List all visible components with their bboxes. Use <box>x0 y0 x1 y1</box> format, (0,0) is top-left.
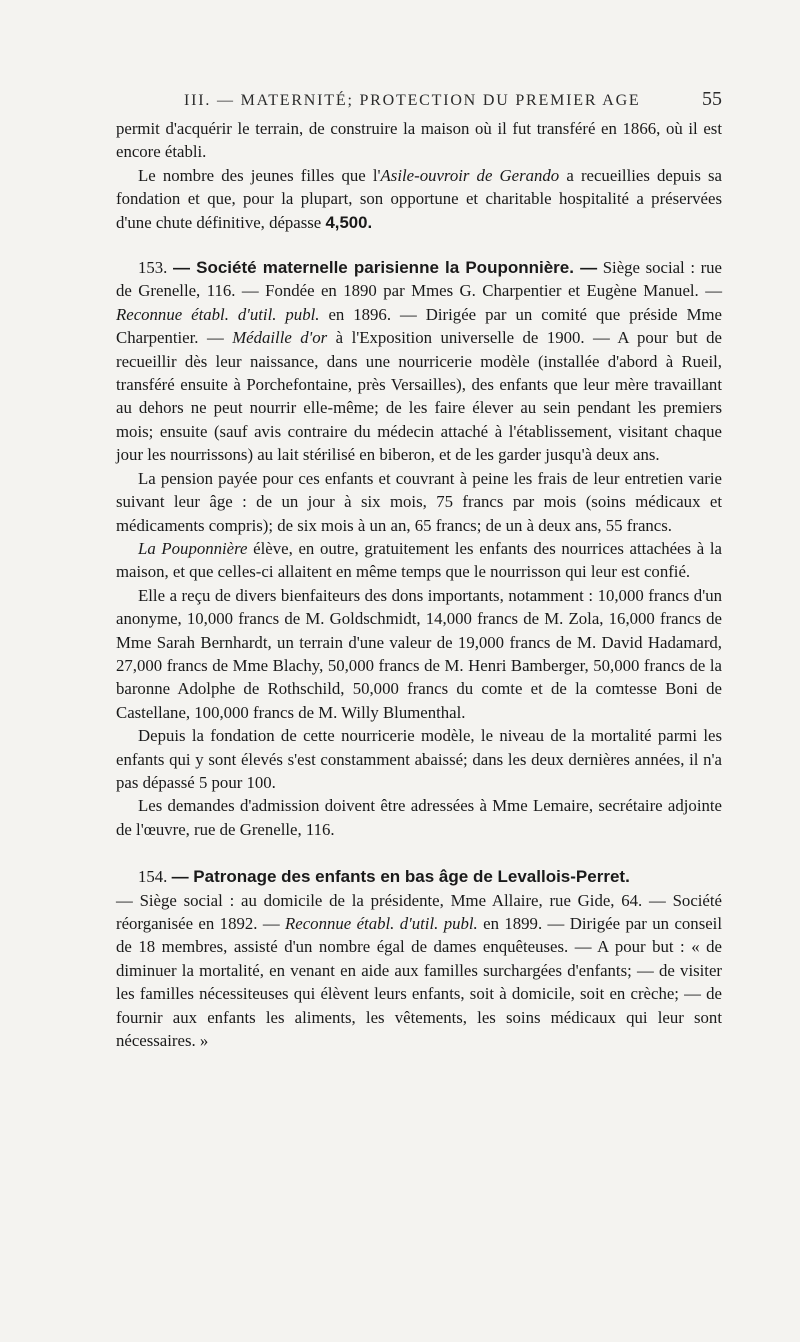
section-153-title: — Société maternelle parisienne la Pouponnière. — <box>172 258 598 278</box>
section-153-paragraph-6: Les demandes d'admission doivent être adressées à Mme Lemaire, secrétaire adjointe de l'œuvre, rue de Grenelle, 116. <box>116 796 722 839</box>
section-154-heading-paragraph <box>116 865 722 888</box>
section-154-paragraph-1: — Siège social : au domicile de la présidente, Mme Allaire, rue Gide, 64. — Société réorganisée en 1892. — Reconnue établ. d'util. publ. en 1899. — Dirigée par un conseil de 18 membres, assisté d'un nombre égal de dames enquêteuses. — A pour but : « de diminuer la mortalité, en venant en aide aux familles surchargées d'enfants; — de visiter les familles nécessiteuses qui élèvent leurs enfants, soit à domicile, soit en crèche; — de fournir aux enfants les aliments, les vêtements, les soins médicaux qui leur sont nécessaires. » <box>116 890 722 1051</box>
section-153-paragraph-2: La pension payée pour ces enfants et couvrant à peine les frais de leur entretien varie suivant leur âge : de un jour à six mois, 75 francs par mois (soins médicaux et médicaments compris); de six mois à un an, 65 francs; de un à deux ans, 55 francs. <box>116 468 722 535</box>
running-head <box>116 88 722 111</box>
section-153-heading-paragraph: 153. — Société maternelle parisienne la Pouponnière. — Siège social : rue de Grenelle, 116. — Fondée en 1890 par Mmes G. Charpentier et Eugène Manuel. — Reconnue établ. d'util. publ. en 1896. — Dirigée par un comité que préside Mme Charpentier. — Médaille d'or à l'Exposition universelle de 1900. — A pour but de recueillir dès leur naissance, dans une nourricerie modèle (installée d'abord à Rueil, transféré ensuite à Porchefontaine, près Versailles), des enfants que leur mère travaillant au dehors ne peut nourrir elle-même; de les faire élever au sein pendant les premiers mois; ensuite (sauf avis contraire du médecin attaché à l'établissement, visitant chaque jour les nourrissons) au lait stérilisé en biberon, et de les garder jusqu'à deux ans. <box>116 258 723 465</box>
section-154-number: 154. <box>138 867 168 887</box>
intro-paragraph-1: permit d'acquérir le terrain, de construire la maison où il fut transféré en 1866, où il est encore établi. <box>116 119 722 162</box>
section-154-title: — Patronage des enfants en bas âge de Levallois-Perret. <box>171 867 630 887</box>
intro-paragraph-2: Le nombre des jeunes filles que l'Asile-ouvroir de Gerando a recueillies depuis sa fondation et que, pour la plupart, son opportune et charitable hospitalité a préservées d'une chute définitive, dépasse 4,500. <box>116 165 722 232</box>
section-153-number: 153. <box>138 258 168 278</box>
page-number: 55 <box>702 88 722 110</box>
section-153-paragraph-4: Elle a reçu de divers bienfaiteurs des dons importants, notamment : 10,000 francs d'un anonyme, 10,000 francs de M. Goldschmidt, 14,000 francs de M. Zola, 16,000 francs de Mme Sarah Bernhardt, un terrain d'une valeur de 19,000 francs de M. David Hadamard, 27,000 francs de Mme Blachy, 50,000 francs de M. Henri Bamberger, 50,000 francs de la baronne Adolphe de Rothschild, 50,000 francs du comte et de la comtesse Boni de Castellane, 100,000 francs de M. Willy Blumenthal. <box>116 585 722 722</box>
section-153-paragraph-5: Depuis la fondation de cette nourricerie modèle, le niveau de la mortalité parmi les enfants qui y sont élevés s'est constamment abaissé; dans les deux dernières années, il n'a pas dépassé 5 pour 100. <box>116 726 722 792</box>
running-head-title: III. — MATERNITÉ; PROTECTION DU PREMIER AGE <box>184 92 641 109</box>
section-153-paragraph-3: La Pouponnière élève, en outre, gratuitement les enfants des nourrices attachées à la maison, et que celles-ci allaitent en même temps que le nourrisson qui leur est confié. <box>116 538 722 582</box>
